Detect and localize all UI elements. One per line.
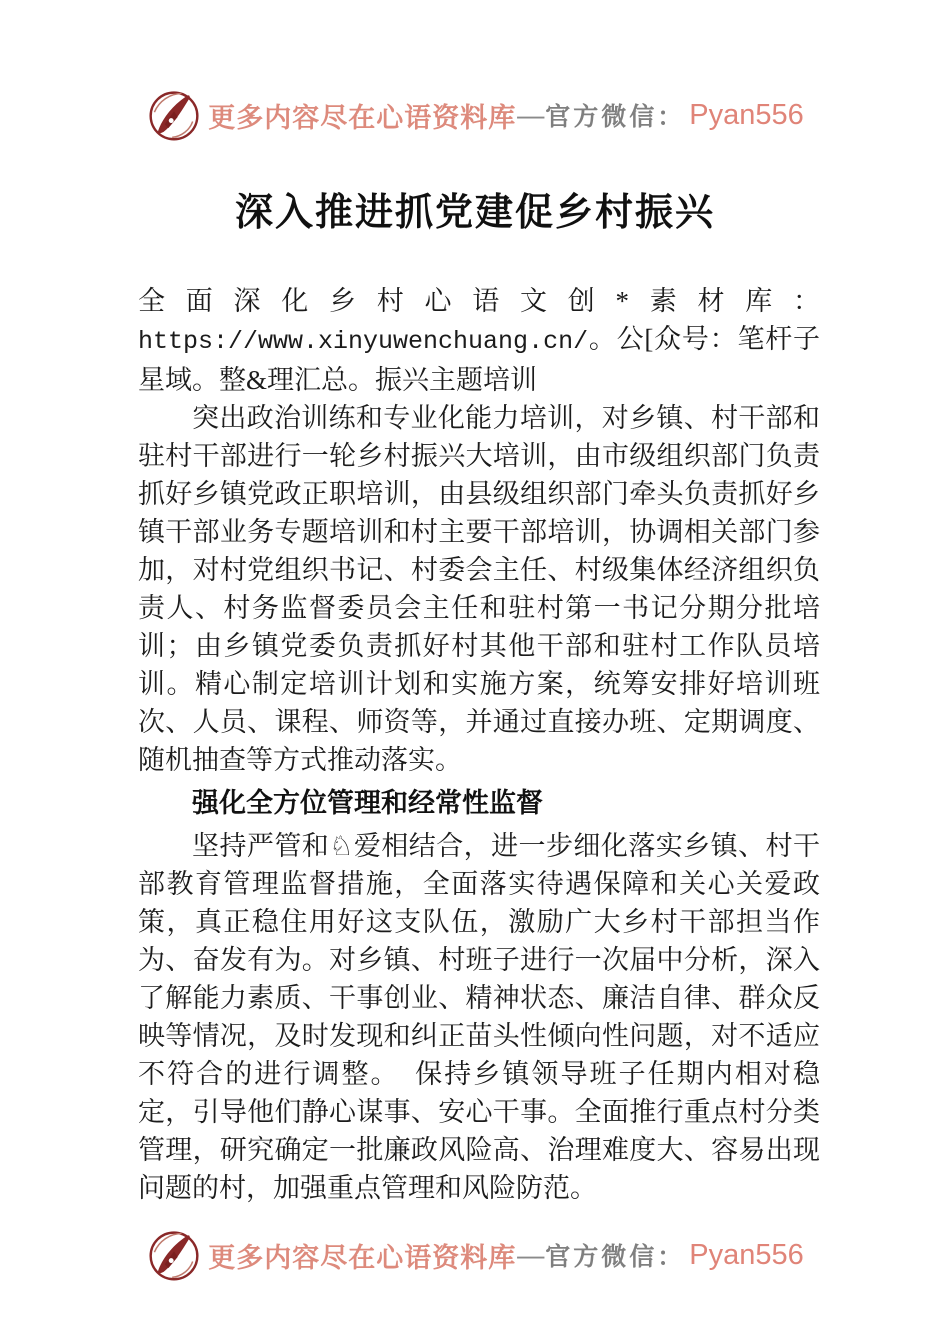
watermark-brand-text: 更多内容尽在心语资料库	[208, 102, 517, 133]
watermark-separator: —	[517, 99, 545, 130]
source-url-text: https://www.xinyuwenchuang.cn/	[138, 327, 589, 356]
intro-paragraph	[138, 282, 820, 399]
intro-text-after-url: 。公[众号：笔杆子星域。整&理汇总。振兴主题培训	[138, 324, 820, 395]
document-title: 深入推进抓党建促乡村振兴	[234, 192, 715, 234]
watermark-wechat-label: 官方微信：	[545, 1244, 686, 1271]
intro-text-before-url: 全面深化乡村心语文创*素材库：	[138, 286, 820, 316]
header-watermark	[0, 86, 950, 144]
watermark-wechat-account: Pyan556	[689, 1238, 804, 1271]
watermark-separator: —	[517, 1239, 545, 1270]
section-subheading: 强化全方位管理和经常性监督	[192, 788, 543, 818]
document-body	[138, 282, 820, 1207]
pen-nib-seal-icon	[146, 1226, 202, 1284]
pen-nib-seal-icon	[146, 86, 202, 144]
supervision-paragraph: 坚持严管和♘爱相结合，进一步细化落实乡镇、村干部教育管理监督措施，全面落实待遇保障和关心关爱政策，真正稳住用好这支队伍，激励广大乡村干部担当作为、奋发有为。对乡镇、村班子进行一次届中分析，深入了解能力素质、干事创业、精神状态、廉洁自律、群众反映等情况，及时发现和纠正苗头性倾向性问题，对不适应不符合的进行调整。 保持乡镇领导班子任期内相对稳定，引导他们静心谋事、安心干事。全面推行重点村分类管理，研究确定一批廉政风险高、治理难度大、容易出现问题的村，加强重点管理和风险防范。	[138, 831, 820, 1203]
footer-watermark	[0, 1226, 950, 1284]
watermark-brand-text: 更多内容尽在心语资料库	[208, 1242, 517, 1273]
training-paragraph: 突出政治训练和专业化能力培训，对乡镇、村干部和驻村干部进行一轮乡村振兴大培训，由市级组织部门负责抓好乡镇党政正职培训，由县级组织部门牵头负责抓好乡镇干部业务专题培训和村主要干部培训，协调相关部门参加，对村党组织书记、村委会主任、村级集体经济组织负责人、村务监督委员会主任和驻村第一书记分期分批培训；由乡镇党委负责抓好村其他干部和驻村工作队员培训。精心制定培训计划和实施方案，统筹安排好培训班次、人员、课程、师资等，并通过直接办班、定期调度、随机抽查等方式推动落实。	[138, 403, 820, 775]
watermark-wechat-label: 官方微信：	[545, 104, 686, 131]
watermark-wechat-account: Pyan556	[689, 98, 804, 131]
